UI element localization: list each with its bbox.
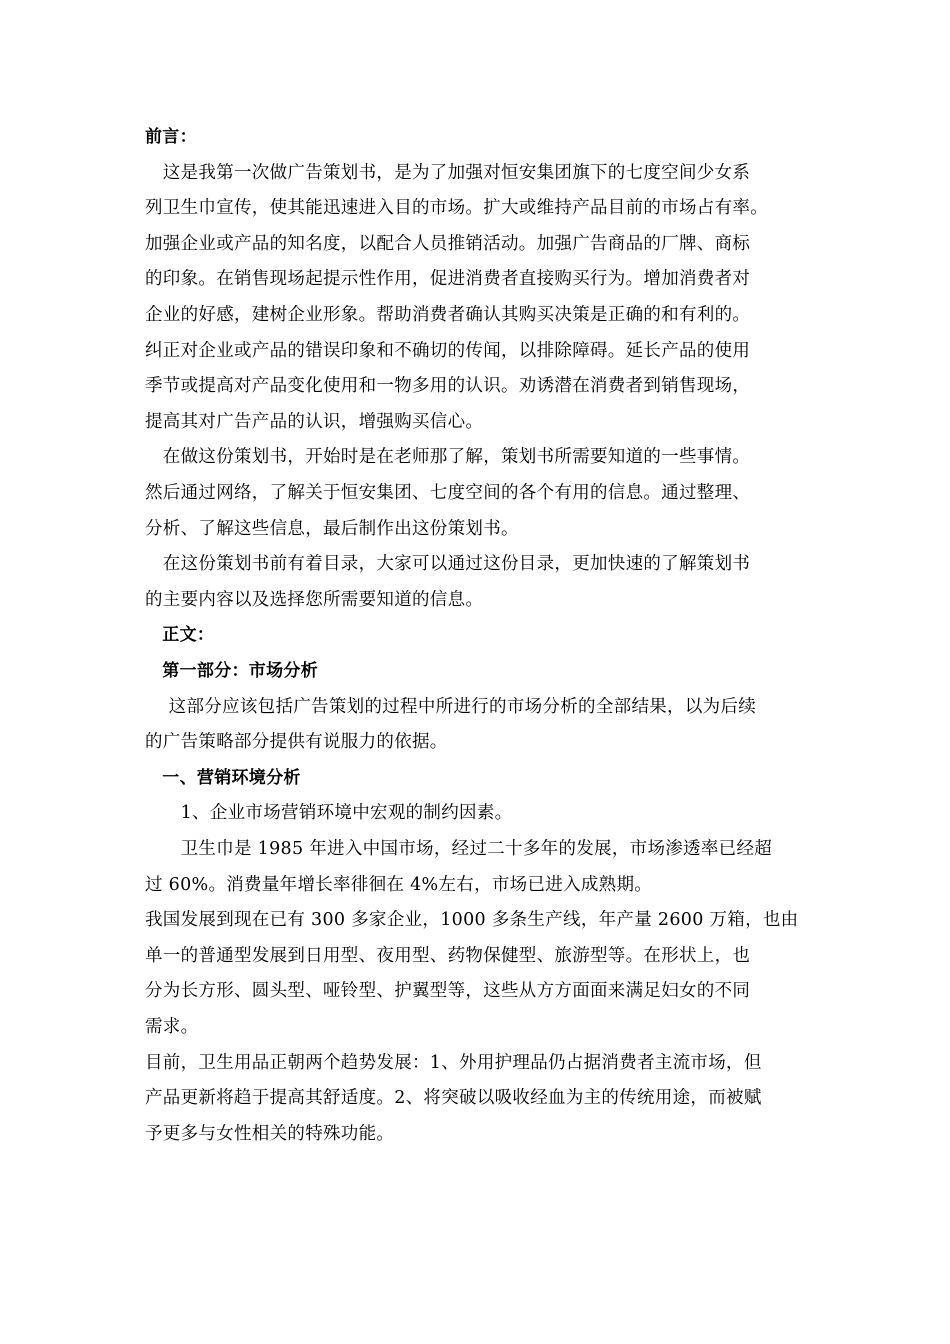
body-text-line: 需求。 [145, 1017, 199, 1037]
body-text-line: 在这份策划书前有着目录，大家可以通过这份目录，更加快速的了解策划书 [145, 554, 751, 575]
body-text-line: 企业的好感，建树企业形象。帮助消费者确认其购买决策是正确的和有利的。 [145, 305, 751, 325]
body-text-line: 分为长方形、圆头型、哑铃型、护翼型等，这些从方方面面来满足妇女的不同 [145, 981, 751, 1002]
body-text-line: 季节或提高对产品变化使用和一物多用的认识。劝诱潜在消费者到销售现场， [145, 376, 751, 397]
body-text-line: 纠正对企业或产品的错误印象和不确切的传闻，以排除障碍。延长产品的使用 [145, 340, 751, 361]
body-text-line: 然后通过网络，了解关于恒安集团、七度空间的各个有用的信息。通过整理、 [145, 483, 751, 503]
body-text-line: 1、企业市场营销环境中宏观的制约因素。 [145, 803, 513, 824]
body-text-line: 的广告策略部分提供有说服力的依据。 [145, 732, 448, 753]
body-text-line: 予更多与女性相关的特殊功能。 [145, 1123, 395, 1144]
body-text-line: 的印象。在销售现场起提示性作用，促进消费者直接购买行为。增加消费者对 [145, 269, 751, 290]
section-heading: 正文： [145, 625, 215, 646]
body-text-line: 这是我第一次做广告策划书，是为了加强对恒安集团旗下的七度空间少女系 [145, 162, 751, 183]
body-text-line: 的主要内容以及选择您所需要知道的信息。 [145, 589, 484, 610]
section-heading: 第一部分：市场分析 [145, 661, 318, 681]
body-text-line: 卫生巾是 1985 年进入中国市场，经过二十多年的发展，市场渗透率已经超 [145, 839, 773, 859]
body-text-line: 列卫生巾宣传，使其能迅速进入目的市场。扩大或维持产品目前的市场占有率。 [145, 198, 768, 219]
section-heading: 一、营销环境分析 [145, 767, 301, 788]
body-text-line: 分析、了解这些信息，最后制作出这份策划书。 [145, 518, 519, 539]
body-text-line: 单一的普通型发展到日用型、夜用型、药物保健型、旅游型等。在形状上，也 [145, 945, 751, 966]
body-text-line: 目前，卫生用品正朝两个趋势发展：1、外用护理品仍占据消费者主流市场，但 [145, 1052, 762, 1073]
section-heading: 前言： [145, 127, 197, 147]
body-text-line: 提高其对广告产品的认识，增强购买信心。 [145, 411, 484, 432]
body-text-line: 这部分应该包括广告策划的过程中所进行的市场分析的全部结果，以为后续 [145, 696, 757, 717]
body-text-line: 在做这份策划书，开始时是在老师那了解，策划书所需要知道的一些事情。 [145, 447, 751, 468]
body-text-line: 产品更新将趋于提高其舒适度。2、将突破以吸收经血为主的传统用途，而被赋 [145, 1088, 762, 1109]
body-text-line: 我国发展到现在已有 300 多家企业，1000 多条生产线，年产量 2600 万箱，也由 [145, 910, 799, 931]
body-text-line: 过 60%。消费量年增长率徘徊在 4%左右，市场已进入成熟期。 [145, 874, 653, 895]
body-text-line: 加强企业或产品的知名度，以配合人员推销活动。加强广告商品的厂牌、商标 [145, 233, 751, 254]
